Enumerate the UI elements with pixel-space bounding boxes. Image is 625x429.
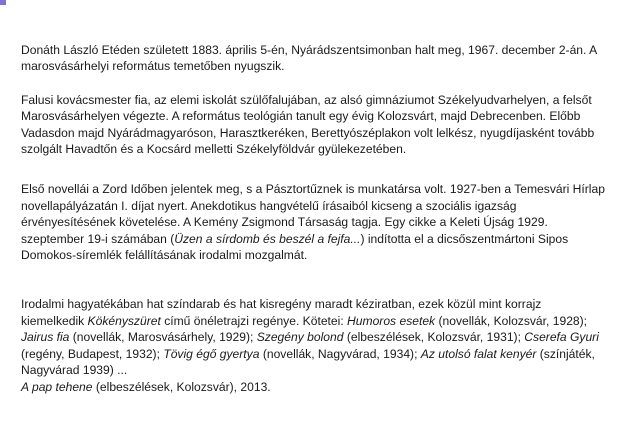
work-title: Kökényszüret — [87, 313, 161, 328]
corner-marker — [0, 0, 6, 5]
text-segment: ) indította el a dicsőszentmártoni Sipos Domokos-síremlék felállításának irodalmi mozgalmát. — [21, 231, 569, 263]
text-segment: (novellák, Marosvásárhely, 1929); — [69, 330, 257, 345]
work-title: Cserefa Gyuri — [524, 330, 599, 345]
paragraph-birth-death: Donáth László Etéden született 1883. április 5-én, Nyárádszentsimonban halt meg, 1967. december 2-án. A marosvásárhelyi református temetőben nyugszik. — [21, 43, 597, 74]
text-segment: (elbeszélések, Kolozsvár, 1931); — [343, 330, 525, 345]
work-title: Szegény bolond — [256, 330, 344, 345]
text-segment: (színjáték, Nagyvárad 1939) ... — [21, 346, 595, 378]
paragraph-works — [21, 296, 606, 394]
paragraph-biography: Falusi kovácsmester fia, az elemi iskolát szülőfalujában, az alsó gimnáziumot Székelyudvarhelyen, a felsőt Marosvásárhelyen végezte. A református teológián tanult egy évig Kolozsvárt, majd Debrecenben. Előbb Vadasdon majd Nyárádmagyaróson, Harasztkeréken, Berettyószéplakon volt lelkész, nyugdíjasként tovább szolgált Havadtőn és a Kocsárd melletti Székelyföldvár gyülekezetében. — [21, 92, 595, 157]
work-title: Az utolsó falat kenyér — [420, 346, 537, 361]
text-segment: című önéletrajzi regénye. Kötetei: — [160, 313, 348, 328]
text-segment: Irodalmi hagyatékában hat színdarab és hat kisregény maradt kéziratban, ezek közül mint korrajz kiemelkedik — [21, 297, 542, 328]
paragraph-literary-career — [21, 181, 606, 263]
text-segment: (novellák, Kolozsvár, 1928); — [435, 313, 588, 328]
work-title: Humoros esetek — [347, 313, 436, 328]
text-segment: Első novellái a Zord Időben jelentek meg, s a Pásztortűznek is munkatársa volt. 1927-ben a Temesvári Hírlap novellapályázatán I. díjat nyert. Anekdotikus hangvételű írásaiból kicseng a szociális igazság érvényesítésének követelése. A Kemény Zsigmond Társaság tagja. Egy cikke a Keleti Újság 1929. szeptember 19-i számában ( — [21, 182, 605, 246]
work-title: A pap tehene — [21, 379, 93, 394]
work-title: Tövig égő gyertya — [163, 346, 260, 361]
work-title: Jairus fia — [21, 330, 70, 345]
article-title: Üzen a sírdomb és beszél a fejfa... — [174, 231, 361, 246]
text-segment: (elbeszélések, Kolozsvár), 2013. — [92, 379, 271, 394]
document-body — [21, 42, 606, 395]
text-segment: (novellák, Nagyvárad, 1934); — [259, 346, 421, 361]
text-segment: (regény, Budapest, 1932); — [21, 346, 164, 361]
